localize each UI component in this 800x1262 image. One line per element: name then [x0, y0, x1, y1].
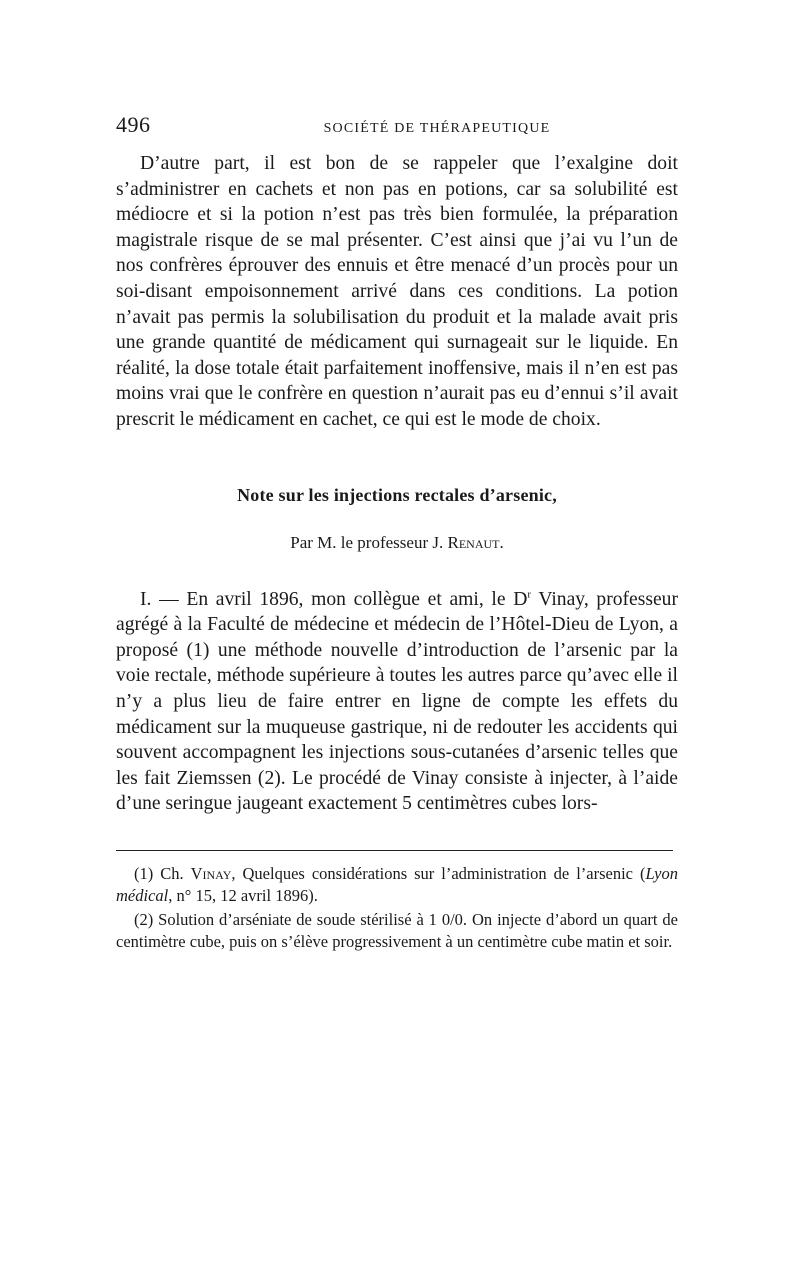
footnote-1-prefix: (1) Ch.	[134, 863, 184, 883]
footnote-2: (2) Solution d’arséniate de soude stérilisé à 1 0/0. On injecte d’abord un quart de centimètre cube, puis on s’élève progressivement à un centimètre cube matin et soir.	[116, 909, 678, 951]
footnote-1-text: , Quelques considérations sur l’administration de l’arsenic (	[231, 863, 646, 883]
byline	[116, 533, 678, 553]
footnote-1-tail: , n° 15, 12 avril 1896).	[168, 885, 318, 905]
section-one-lead: I. — En avril 1896, mon collègue et ami, le D	[140, 588, 528, 610]
section-one-superscript: r	[527, 588, 532, 600]
byline-author: Renaut.	[447, 532, 504, 552]
book-page	[116, 112, 678, 955]
opening-paragraph-text: D’autre part, il est bon de se rappeler que l’exalgine doit s’administrer en cachets et non pas en potions, car sa solubilité est médiocre et si la potion n’est pas très bien formulée, la préparation magistrale risque de se mal présenter. C’est ainsi que j’ai vu l’un de nos confrères éprouver des ennuis et être menacé d’un procès pour un soi-disant empoisonnement arrivé dans ces conditions. La potion n’avait pas permis la solubilisation du produit et la malade avait pris une grande quantité de médicament qui surnageait sur le liquide. En réalité, la dose totale était parfaitement inoffensive, mais il n’en est pas moins vrai que le confrère en question n’aurait pas eu d’ennui s’il avait prescrit le médicament en cachet, ce qui est le mode de choix.	[116, 153, 678, 430]
running-title: SOCIÉTÉ DE THÉRAPEUTIQUE	[323, 121, 551, 136]
byline-prefix: Par M. le professeur J.	[290, 532, 444, 552]
section-one-paragraph	[116, 587, 678, 817]
section-one-text	[116, 587, 678, 817]
footnotes	[116, 863, 678, 953]
running-head	[116, 112, 678, 142]
footnote-divider	[116, 850, 673, 851]
footnote-1	[116, 863, 678, 907]
opening-paragraph	[116, 151, 678, 433]
page-number: 496	[116, 112, 151, 137]
article-title: Note sur les injections rectales d’arsenic,	[237, 484, 557, 505]
section-one-rest: Vinay, professeur agrégé à la Faculté de médecine et médecin de l’Hôtel-Dieu de Lyon, a proposé (1) une méthode nouvelle d’introduction de l’arsenic par la voie rectale, méthode supérieure à toutes les autres parce qu’avec elle il n’y a plus lieu de faire entrer en ligne de compte les effets du médicament sur la muqueuse gastrique, ni de redouter les accidents qui souvent accompagnent les injections sous-cutanées d’arsenic telles que les fait Ziemssen (2). Le procédé de Vinay consiste à injecter, à l’aide d’une seringue jaugeant exactement 5 centimètres cubes lors-	[116, 588, 679, 815]
footnote-1-journal: Lyon médical	[116, 863, 678, 905]
footnote-1-author: Vinay	[190, 863, 232, 883]
